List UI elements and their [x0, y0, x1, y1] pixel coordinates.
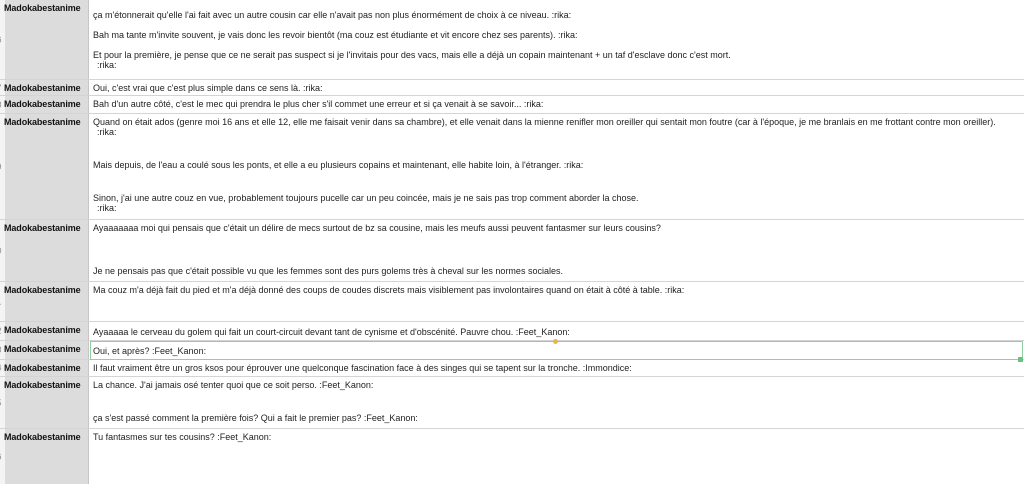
table-row [0, 282, 1024, 322]
author-cell[interactable]: Madokabestanime [5, 377, 89, 428]
message-cell[interactable] [93, 114, 1020, 219]
author-cell[interactable]: Madokabestanime [5, 322, 89, 340]
message-cell[interactable] [93, 80, 1020, 95]
message-line: Ayaaaaa le cerveau du golem qui fait un court-circuit devant tant de cynisme et d'obscénité. Pauvre chou. :Feet_Kanon: [93, 327, 570, 337]
message-line: Il faut vraiment être un gros ksos pour éprouver une quelconque fascination face à des singes qui se tapent sur la tronche. :Immondice: [93, 363, 632, 373]
table-row [0, 377, 1024, 429]
message-line: Je ne pensais pas que c'était possible vu que les femmes sont des purs golems très à cheval sur les normes sociales. [93, 266, 563, 276]
message-line: Sinon, j'ai une autre couz en vue, probablement toujours pucelle car un peu coincée, mais je ne sais pas trop comment aborder la chose. [93, 193, 639, 203]
message-cell[interactable] [93, 96, 1020, 113]
author-cell[interactable]: Madokabestanime [5, 341, 89, 359]
table-row [0, 341, 1024, 360]
author-cell[interactable]: Madokabestanime [5, 220, 89, 281]
table-row [0, 429, 1024, 484]
table-row [0, 114, 1024, 220]
author-cell[interactable]: Madokabestanime [5, 282, 89, 321]
message-cell[interactable] [93, 0, 1020, 79]
message-line: :rika: [97, 60, 117, 70]
author-cell[interactable]: Madokabestanime [5, 0, 89, 79]
message-cell[interactable] [93, 360, 1020, 376]
message-line: Oui, et après? :Feet_Kanon: [93, 346, 207, 356]
message-line: Bah ma tante m'invite souvent, je vais donc les revoir bientôt (ma couz est étudiante et vit encore chez ses parents). :rika: [93, 30, 578, 40]
author-cell[interactable]: Madokabestanime [5, 80, 89, 95]
author-cell[interactable]: Madokabestanime [5, 96, 89, 113]
table-row [0, 0, 1024, 80]
message-cell[interactable] [93, 322, 1020, 340]
message-line: Quand on était ados (genre moi 16 ans et elle 12, elle me faisait venir dans sa chambre), et elle venait dans la mienne renifler mon oreiller qui sentait mon foutre (car à l'époque, je me branlais en me frottant contre mon oreiller). [93, 117, 996, 127]
message-line: Ayaaaaaaa moi qui pensais que c'était un délire de mecs surtout de bz sa cousine, mais les meufs aussi peuvent fantasmer sur leurs cousins? [93, 223, 661, 233]
author-cell[interactable]: Madokabestanime [5, 429, 89, 484]
message-line: Tu fantasmes sur tes cousins? :Feet_Kanon: [93, 432, 272, 442]
message-line: Mais depuis, de l'eau a coulé sous les ponts, et elle a eu plusieurs copains et maintenant, elle habite loin, à l'étranger. :rika: [93, 160, 584, 170]
message-line: ça m'étonnerait qu'elle l'ai fait avec un autre cousin car elle n'avait pas non plus énormément de choix à ce niveau. :rika: [93, 10, 572, 20]
message-cell[interactable] [93, 282, 1020, 321]
message-line: Et pour la première, je pense que ce ne serait pas suspect si je l'invitais pour des vacs, mais elle a déjà un copain maintenant + un taf d'esclave donc c'est mort. [93, 50, 731, 60]
message-cell[interactable] [93, 429, 1020, 484]
message-cell[interactable] [93, 377, 1020, 428]
message-cell[interactable] [93, 220, 1020, 281]
message-cell[interactable] [93, 341, 1020, 359]
message-line: Bah d'un autre côté, c'est le mec qui prendra le plus cher s'il commet une erreur et si ça venait à se savoir... :rika: [93, 99, 544, 109]
table-row [0, 80, 1024, 96]
table-row [0, 96, 1024, 114]
author-cell[interactable]: Madokabestanime [5, 114, 89, 219]
message-line: Ma couz m'a déjà fait du pied et m'a déjà donné des coups de coudes discrets mais visiblement pas involontaires quand on était à côté à table. :rika: [93, 285, 685, 295]
table-row [0, 360, 1024, 377]
table-row [0, 322, 1024, 341]
message-line: ça s'est passé comment la première fois? Qui a fait le premier pas? :Feet_Kanon: [93, 413, 418, 423]
message-line: :rika: [97, 127, 117, 137]
table-row [0, 220, 1024, 282]
author-cell[interactable]: Madokabestanime [5, 360, 89, 376]
message-line: La chance. J'ai jamais osé tenter quoi que ce soit perso. :Feet_Kanon: [93, 380, 374, 390]
message-line: :rika: [97, 203, 117, 213]
message-line: Oui, c'est vrai que c'est plus simple dans ce sens là. :rika: [93, 83, 323, 93]
